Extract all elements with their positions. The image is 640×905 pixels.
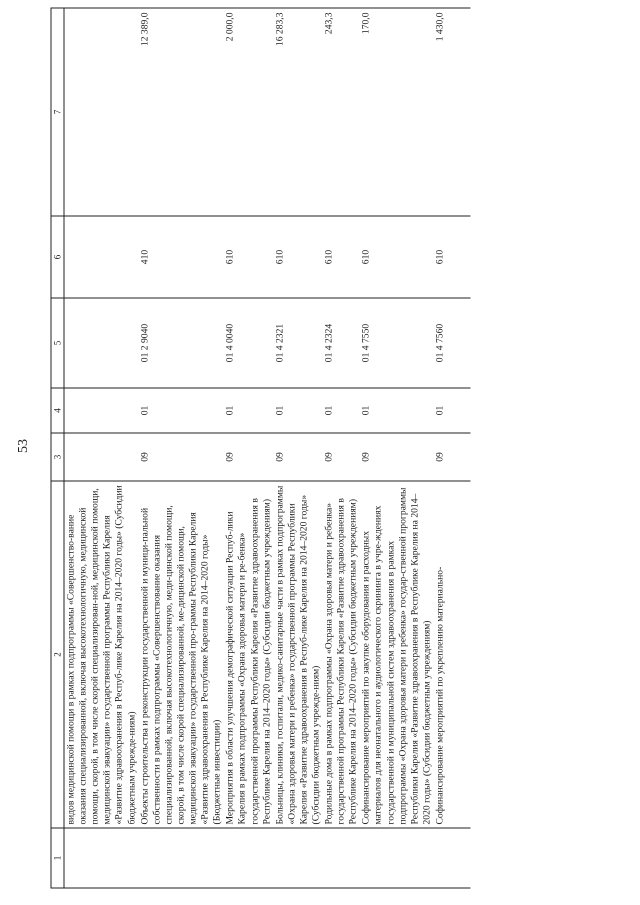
- header-col-2: 2: [51, 481, 64, 828]
- target-code-cell: 01 2 9040: [138, 298, 224, 388]
- rotated-table-sheet: [50, 8, 635, 888]
- target-code-cell: 01 4 0040: [223, 298, 272, 388]
- section-cell: [64, 433, 138, 481]
- header-col-5: 5: [51, 298, 64, 388]
- section-cell: 09: [359, 433, 433, 481]
- section-cell: 09: [138, 433, 224, 481]
- section-cell: 09: [223, 433, 272, 481]
- subsection-cell: 01: [322, 388, 359, 433]
- section-cell: 09: [433, 433, 470, 481]
- target-code-cell: 01 4 7550: [359, 298, 433, 388]
- subsection-cell: 01: [138, 388, 224, 433]
- row-number-cell: [322, 828, 359, 888]
- target-code-cell: [64, 298, 138, 388]
- table-row: [64, 8, 138, 888]
- row-number-cell: [64, 828, 138, 888]
- section-cell: 09: [322, 433, 359, 481]
- row-number-cell: [433, 828, 470, 888]
- subsection-cell: 01: [223, 388, 272, 433]
- budget-table: [50, 7, 470, 888]
- table-row: [138, 8, 224, 888]
- target-code-cell: 01 4 7560: [433, 298, 470, 388]
- section-cell: 09: [273, 433, 322, 481]
- amount-cell: 243,3: [322, 8, 359, 216]
- row-name-cell: Софинансирование мероприятий по укреплению материально-: [433, 481, 470, 828]
- expense-type-cell: 610: [322, 216, 359, 298]
- expense-type-cell: 610: [223, 216, 272, 298]
- table-rotor: [50, 8, 635, 888]
- amount-cell: 2 000,0: [223, 8, 272, 216]
- row-number-cell: [359, 828, 433, 888]
- amount-cell: 170,0: [359, 8, 433, 216]
- target-code-cell: 01 4 2324: [322, 298, 359, 388]
- table-row: [359, 8, 433, 888]
- row-name-cell: Больницы, клиники, госпитали, медико-санитарные части в рамках подпрограммы «Охрана здоровья матери и ребенка» государственной программы Республики Карелия «Развитие здравоохранения в Респуб-лике Карелия на 2014–2020 годы» (Субсидии бюджетным учрежде-ниям): [273, 481, 322, 828]
- header-col-6: 6: [51, 216, 64, 298]
- table-row: [322, 8, 359, 888]
- header-col-4: 4: [51, 388, 64, 433]
- subsection-cell: [64, 388, 138, 433]
- header-row: [51, 8, 64, 888]
- expense-type-cell: 610: [433, 216, 470, 298]
- amount-cell: [64, 8, 138, 216]
- expense-type-cell: 610: [273, 216, 322, 298]
- row-number-cell: [138, 828, 224, 888]
- row-number-cell: [273, 828, 322, 888]
- table-row: [223, 8, 272, 888]
- amount-cell: 1 430,0: [433, 8, 470, 216]
- subsection-cell: 01: [273, 388, 322, 433]
- amount-cell: 12 389,0: [138, 8, 224, 216]
- subsection-cell: 01: [433, 388, 470, 433]
- row-name-cell: видов медицинской помощи в рамках подпрограммы «Совершенство-вание оказания специализированной, включая высокотехнологичную, медицинской помощи, скорой, в том числе скорой специализирован-ной, медицинской помощи, медицинской эвакуации» государственной программы Республики Карелия «Развитие здравоохранения в Респуб-лике Карелия на 2014–2020 годы» (Субсидии бюджетным учрежде-ниям): [64, 481, 138, 828]
- row-name-cell: Софинансирование мероприятий по закупке оборудования и расходных материалов для неонатального и аудиологического скрининга в учре-ждениях государственной и муниципальной систем здравоохранения в рамках подпрограммы «Охрана здоровья матери и ребенка» государ-ственной программы Республики Карелия «Развитие здравоохранения в Республике Карелия на 2014–2020 годы» (Субсидии бюджетным учреждениям): [359, 481, 433, 828]
- row-name-cell: Объекты строительства и реконструкции государственной и муници-пальной собственности в рамках подпрограммы «Совершенствование оказания специализированной, включая высокотехнологичную, меди-цинской помощи, скорой, в том числе скорой специализированной, ме-дицинской помощи, медицинской эвакуации» государственной про-граммы Республики Карелия «Развитие здравоохранения в Республике Карелия на 2014–2020 годы» (Бюджетные инвестиции): [138, 481, 224, 828]
- target-code-cell: 01 4 2321: [273, 298, 322, 388]
- expense-type-cell: 410: [138, 216, 224, 298]
- row-number-cell: [223, 828, 272, 888]
- subsection-cell: 01: [359, 388, 433, 433]
- row-name-cell: Мероприятия в области улучшения демографической ситуации Респуб-лики Карелия в рамках подпрограммы «Охрана здоровья матери и ре-бенка» государственной программы Республики Карелия «Развитие здравоохранения в Республике Карелия на 2014–2020 годы» (Субсидии бюджетным учреждениям): [223, 481, 272, 828]
- page-number: 53: [16, 439, 31, 453]
- header-col-3: 3: [51, 433, 64, 481]
- table-row: [273, 8, 322, 888]
- header-col-1: 1: [51, 828, 64, 888]
- header-col-7: 7: [51, 8, 64, 216]
- expense-type-cell: [64, 216, 138, 298]
- table-row: [433, 8, 470, 888]
- expense-type-cell: 610: [359, 216, 433, 298]
- amount-cell: 16 283,3: [273, 8, 322, 216]
- row-name-cell: Родильные дома в рамках подпрограммы «Охрана здоровья матери и ребенка» государственной программы Республики Карелия «Развитие здравоохранения в Республике Карелия на 2014–2020 годы» (Субсидии бюджетным учреждениям): [322, 481, 359, 828]
